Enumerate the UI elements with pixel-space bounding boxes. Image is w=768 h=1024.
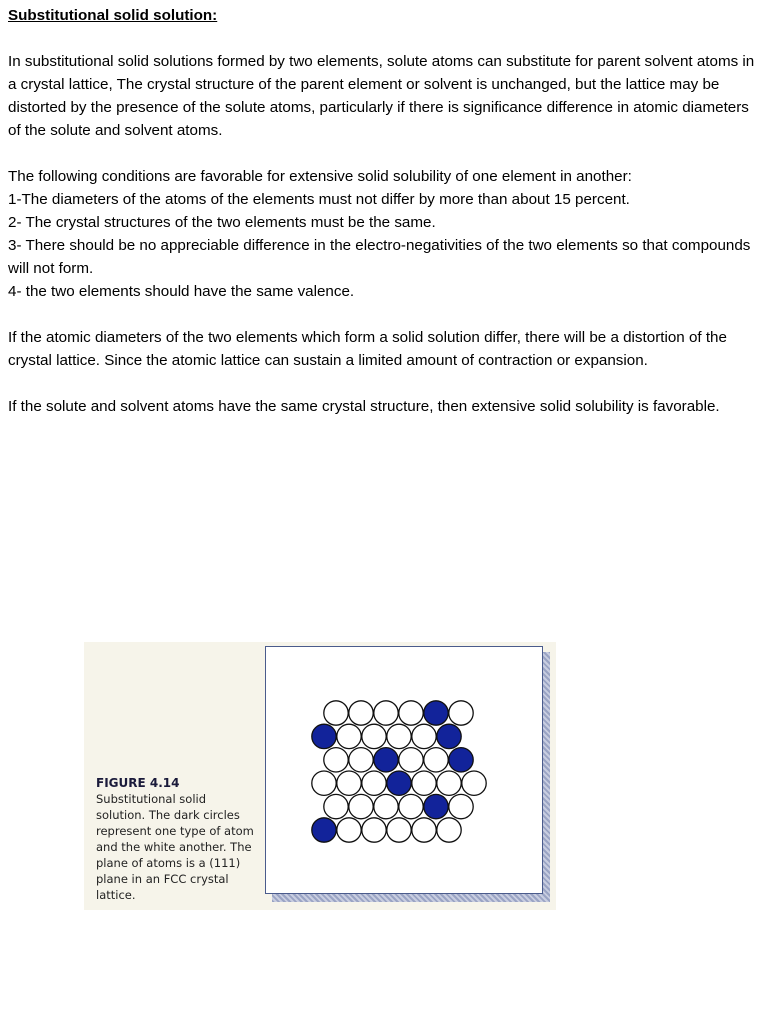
- solvent-atom: [387, 818, 411, 842]
- solute-atom: [449, 748, 473, 772]
- solvent-atom: [374, 794, 398, 818]
- solvent-atom: [312, 771, 336, 795]
- solvent-atom: [337, 818, 361, 842]
- intro-paragraph: In substitutional solid solutions formed by two elements, solute atoms can substitute for parent solvent atoms in a crystal lattice, The crystal structure of the parent element or solvent is unchanged, but the lattice may be distorted by the presence of the solute atoms, particularly if there is significance difference in atomic diameters of the solute and solvent atoms.: [8, 53, 755, 139]
- solvent-atom: [437, 771, 461, 795]
- figure-frame: [265, 646, 543, 894]
- condition-item-2: 2- The crystal structures of the two elements must be the same.: [8, 214, 436, 231]
- solvent-atom: [362, 724, 386, 748]
- solvent-atom: [349, 748, 373, 772]
- figure-label: FIGURE 4.14: [96, 776, 180, 790]
- solvent-atom: [412, 771, 436, 795]
- condition-item-1: 1-The diameters of the atoms of the elements must not differ by more than about 15 percent.: [8, 191, 630, 208]
- solvent-atom: [399, 701, 423, 725]
- solvent-atom: [412, 818, 436, 842]
- solvent-atom: [337, 724, 361, 748]
- solvent-atom: [449, 794, 473, 818]
- solvent-atom: [362, 771, 386, 795]
- solvent-atom: [399, 748, 423, 772]
- section-heading: Substitutional solid solution:: [8, 7, 218, 24]
- solvent-atom: [462, 771, 486, 795]
- document-body: [8, 4, 760, 418]
- atom-lattice-diagram: [266, 647, 542, 893]
- solute-atom: [424, 701, 448, 725]
- solvent-atom: [374, 701, 398, 725]
- solvent-atom: [324, 748, 348, 772]
- solute-atom: [424, 794, 448, 818]
- condition-item-4: 4- the two elements should have the same valence.: [8, 283, 355, 300]
- conditions-intro: The following conditions are favorable for extensive solid solubility of one element in another:: [8, 168, 632, 185]
- solvent-atom: [387, 724, 411, 748]
- condition-item-3: 3- There should be no appreciable difference in the electro-negativities of the two elements so that compounds will not form.: [8, 237, 751, 277]
- figure-caption: [96, 775, 256, 903]
- solvent-atom: [349, 794, 373, 818]
- solute-atom: [437, 724, 461, 748]
- solvent-atom: [449, 701, 473, 725]
- solvent-atom: [412, 724, 436, 748]
- solvent-atom: [437, 818, 461, 842]
- solvent-atom: [362, 818, 386, 842]
- solvent-atom: [337, 771, 361, 795]
- solute-atom: [387, 771, 411, 795]
- solvent-atom: [424, 748, 448, 772]
- solvent-atom: [324, 794, 348, 818]
- distortion-paragraph: If the atomic diameters of the two elements which form a solid solution differ, there will be a distortion of the crystal lattice. Since the atomic lattice can sustain a limited amount of contraction or expansion.: [8, 329, 727, 369]
- figure-caption-text: Substitutional solid solution. The dark circles represent one type of atom and the white another. The plane of atoms is a (111) plane in an FCC crystal lattice.: [96, 792, 254, 902]
- solute-atom: [312, 724, 336, 748]
- solute-atom: [312, 818, 336, 842]
- solvent-atom: [349, 701, 373, 725]
- crystal-structure-paragraph: If the solute and solvent atoms have the same crystal structure, then extensive solid solubility is favorable.: [8, 398, 720, 415]
- solute-atom: [374, 748, 398, 772]
- solvent-atom: [399, 794, 423, 818]
- solvent-atom: [324, 701, 348, 725]
